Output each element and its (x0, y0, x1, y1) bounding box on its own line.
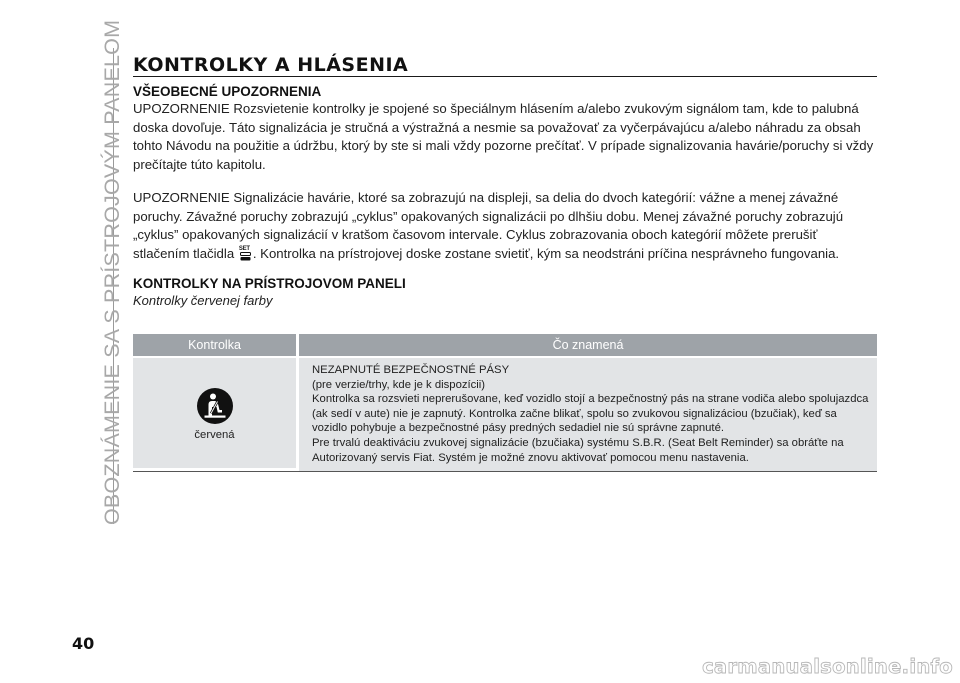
indicator-color-label: červená (194, 428, 235, 441)
indicator-cell (133, 358, 296, 468)
warning-paragraph-2-tail: . Kontrolka na prístrojovej doske zostane svietiť, kým sa neodstráni príčina nesprávneho fungovania. (252, 245, 840, 261)
set-button-icon (239, 246, 252, 261)
page-number: 40 (72, 634, 95, 653)
set-key-label: SET (238, 245, 250, 252)
column-header-indicator: Kontrolka (188, 338, 241, 352)
warning-paragraph-1: UPOZORNENIE Rozsvietenie kontrolky je spojené so špeciálnym hlásením a/alebo zvukovým signálom tam, kde to palubná doska dovoľuje. Táto signalizácia je stručná a výstražná a nesmie sa považovať za vyčerpávajúcu a/alebo náhradu za obsah tohto Návodu na použitie a údržbu, ktorý by ste si mali vždy pozorne prečítať. V prípade signalizovania havárie/poruchy si vždy prečítajte túto kapitolu. (133, 101, 874, 172)
red-lights-subheading: Kontrolky červenej farby (133, 293, 273, 308)
page-content (133, 55, 877, 472)
warning-paragraph-2 (133, 189, 877, 263)
chapter-title-vertical: OBOZNÁMENIE SA S PRÍSTROJOVÝM PANELOM (100, 19, 124, 525)
warning-paragraph-2-text: UPOZORNENIE Signalizácie havárie, ktoré sa zobrazujú na displeji, sa delia do dvoch kategórií: vážne a menej závažné poruchy. Závažné poruchy zobrazujú „cyklus” opakovaných signalizácii po dlhšiu dobu. Menej závažné poruchy zobrazujú „cyklus” opakovaných signalizácií v kratšom časovom intervale. Cyklus zobrazovania oboch kategórií môžete prerušiť stlačením tlačidla (133, 190, 844, 261)
indicator-description-2: Pre trvalú deaktiváciu zvukovej signalizácie (bzučiaka) systému S.B.R. (Seat Belt Reminder) sa obráťte na Autorizovaný servis Fiat. Systém je možné znovu aktivovať pomocou menu nastavenia. (312, 436, 844, 464)
table-header (133, 334, 877, 356)
column-header-meaning: Čo znamená (552, 338, 624, 352)
indicator-table (133, 334, 877, 472)
indicator-note: (pre verzie/trhy, kde je k dispozícii) (312, 378, 486, 391)
general-warnings-heading: VŠEOBECNÉ UPOZORNENIA (133, 84, 322, 99)
table-row (133, 358, 877, 472)
indicator-title: NEZAPNUTÉ BEZPEČNOSTNÉ PÁSY (312, 364, 510, 376)
page-title: KONTROLKY A HLÁSENIA (133, 54, 409, 76)
title-underline (133, 76, 877, 77)
panel-lights-heading: KONTROLKY NA PRÍSTROJOVOM PANELI (133, 276, 406, 291)
watermark-logo: carmanualsonline.info (702, 655, 953, 678)
indicator-description-1: Kontrolka sa rozsvieti neprerušovane, keď vozidlo stojí a bezpečnostný pás na strane vodiča alebo spolujazdca (ak sedí v aute) nie je zapnutý. Kontrolka začne blikať, spolu so zvukovou signalizáciou (bzučiak), keď sa vozidlo pohybuje a bezpečnostné pásy predných sedadiel nie sú správne zapnuté. (312, 393, 869, 435)
meaning-cell (299, 358, 877, 471)
seat-belt-warning-icon (195, 386, 235, 426)
